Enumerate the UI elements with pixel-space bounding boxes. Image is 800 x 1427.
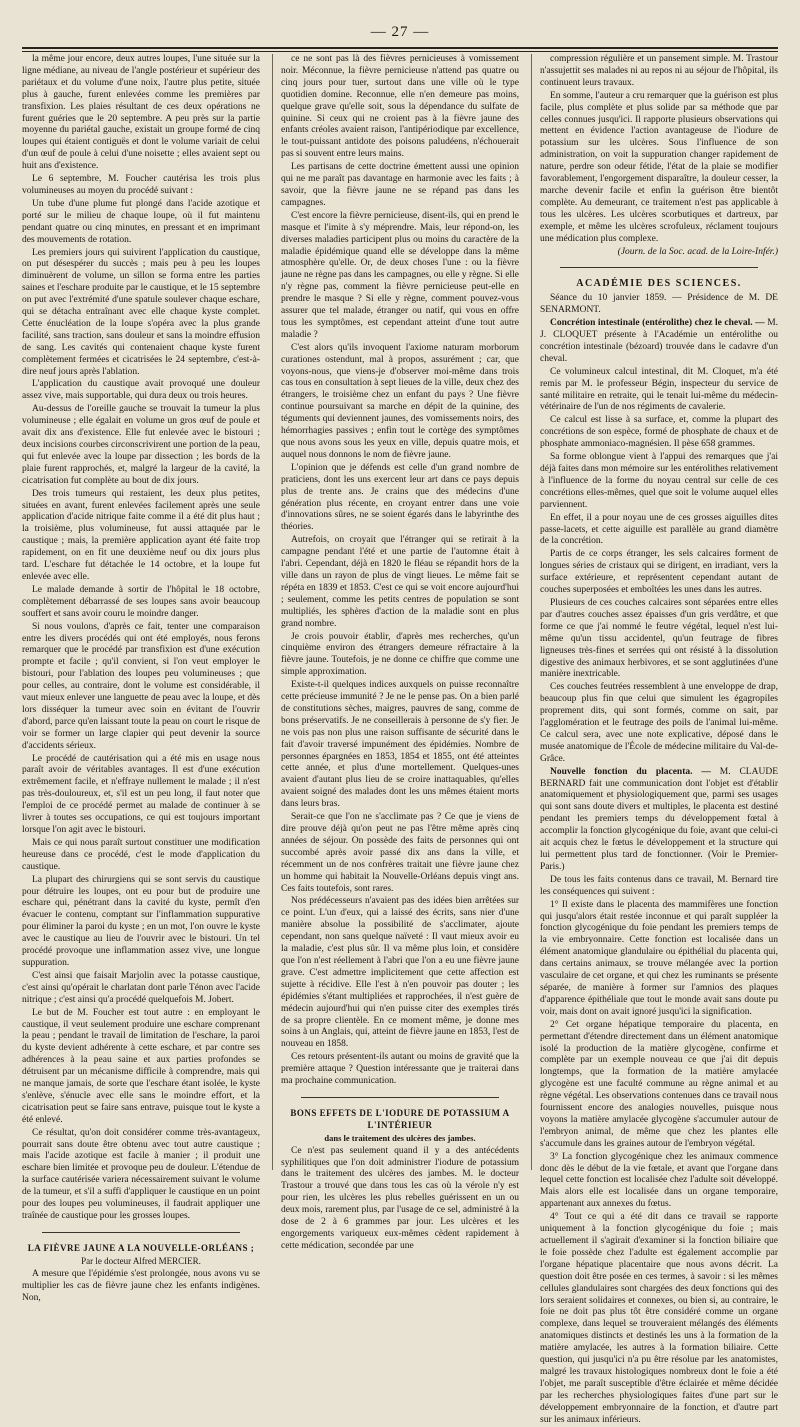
paragraph-leadin: Concrétion intestinale (entérolithe) chez le cheval. —	[550, 318, 765, 329]
paragraph: Serait-ce que l'on ne s'acclimate pas ? Ce que je viens de dire prouve déjà qu'on peut ne pas l'être même après cinq années de séjour. On possède des faits de personnes qui ont succombé après avoir passé dix ans dans la ville, et récemment un de nos confrères traitait une fièvre jaune chez un homme qui habitait la Nouvelle-Orléans depuis vingt ans. Ces faits toutefois, sont rares.	[281, 812, 519, 894]
article-title: LA FIÈVRE JAUNE A LA NOUVELLE-ORLÉANS ;	[27, 1242, 255, 1253]
paragraph: Ce n'est pas seulement quand il y a des antécédents syphilitiques que l'on doit administrer l'iodure de potassium dans le traitement des ulcères des jambes. M. le docteur Trastour a trouvé que dans tous les cas où la vérole n'y est pour rien, les ulcères les plus rebelles guérissent en un ou deux mois, rarement plus, par l'usage de ce sel, administré à la dose de 2 à 6 grammes par jour. Les ulcères et les engorgements variqueux eux-mêmes cèdent rapidement à cette médication, secondée par une	[281, 1145, 519, 1251]
article-byline: Par le docteur Alfred MERCIER.	[81, 1255, 201, 1266]
paragraph: 1° Il existe dans le placenta des mammifères une fonction qui jusqu'alors était restée inconnue et qui paraît suppléer la fonction glycogénique du foie pendant les premiers temps de la vie embryonnaire. Cette fonction est localisée dans un élément anatomique glandulaire ou épithélial du placenta qui, dans certains animaux, se trouve mélangée avec la portion vasculaire de cet organe, et qui chez les ruminants se présente séparée, de manière à former sur l'amnios des plaques d'apparence épithéliale que tout le monde avait sans doute pu voir, mais dont on avait ignoré jusqu'ici la signification.	[540, 899, 778, 1017]
paragraph: 2° Cet organe hépatique temporaire du placenta, en permettant d'étendre directement dans un élément anatomique isolé la production de la matière glycogène, confirme et complète par un exemple nouveau ce que j'ai dit depuis longtemps, que la formation de la matière amylacée glycogène est une faculté commune au règne animal et au règne végétal. Les observations contenues dans ce travail nous fournissent encore des analogies nouvelles, puisque nous voyons la matière amylacée glycogène s'accumuler autour de l'embryon animal, de même que chez les plantes elle s'accumule dans les graines autour de l'embryon végétal.	[540, 1019, 778, 1149]
column-2	[272, 54, 519, 1251]
paragraph: Ces couches feutrées ressemblent à une enveloppe de drap, beaucoup plus fin que celui que simulent les égagropiles proprement dits, qui sont formés, comme on sait, par l'agglomération et le feutrage des poils de l'animal lui-même. Ce calcul sera, avec une note explicative, déposé dans le musée anatomique de l'École de médecine militaire du Val-de-Grâce.	[540, 682, 778, 764]
paragraph: 3° La fonction glycogénique chez les animaux commence donc dès le début de la vie fœtale, et avant que l'organe dans lequel cette fonction est localisée chez l'adulte soit développé. Mais alors elle est localisée dans un organe temporaire, appartenant aux annexes du fœtus.	[540, 1151, 778, 1210]
paragraph: Autrefois, on croyait que l'étranger qui se retirait à la campagne pendant l'été et une partie de l'automne était à l'abri. Cependant, déjà en 1820 le fléau se répandit hors de la ville dans un rayon de plus de vingt lieues. Le même fait se répéta en 1839 et 1853. C'est ce qui se voit encore aujourd'hui ; seulement, comme les petits centres de population se sont multipliés, les sphères d'action de la maladie sont en plus grand nombre.	[281, 535, 519, 629]
session-line: Séance du 10 janvier 1859. — Présidence de M. DE SENARMONT.	[540, 293, 778, 316]
article-subtitle: dans le traitement des ulcères des jambes.	[324, 1132, 476, 1143]
column-3	[531, 54, 779, 1425]
paragraph: La plupart des chirurgiens qui se sont servis du caustique pour détruire les loupes, ont eu pour but de produire une eschare qui, pénétrant dans la cavité du kyste, permît d'en évacuer le contenu, comptant sur l'inflammation suppurative pour éliminer la paroi du kyste ; en un mot, l'on ouvre le kyste avec le caustique au lieu de l'ouvrir avec le bistouri. Un tel procédé provoque une inflammation assez vive, une longue suppuration.	[22, 874, 260, 968]
paragraph: Ce résultat, qu'on doit considérer comme très-avantageux, pourrait sans doute être obtenu avec tout autre caustique ; mais l'acide azotique est facile à manier ; il produit une eschare bien limitée et provoque peu de douleur. L'étendue de la surface cautérisée variera nécessairement suivant le volume de la tumeur, et s'il a suffi d'appliquer le caustique en un point pour des loupes peu volumineuses, il faudrait appliquer une traînée de caustique pour les grosses loupes.	[22, 1127, 260, 1221]
paragraph-text: M. J. CLOQUET présente à l'Académie un entérolithe ou concrétion intestinale (bézoard) trouvée dans le cadavre d'un cheval.	[540, 318, 779, 364]
paragraph: 4° Tout ce qui a été dit dans ce travail se rapporte uniquement à la fonction glycogénique du foie ; mais actuellement il s'agirait d'examiner si la fonction biliaire que le foie possède chez l'adulte est également accomplie par l'organe hépatique placentaire que nous avons décrit. La question doit être posée en ces termes, à savoir : si les mêmes cellules glandulaires sont chargées des deux fonctions qui des lors seraient solidaires et connexes, ou bien si, au contraire, le foie ne doit pas plus tôt être considéré comme un organe complexe, dans lequel se trouveraient mélangés des éléments anatomiques distincts et destinés les uns à la formation de la matière amylacée, les autres à la formation biliaire. Cette question, qui jusqu'ici n'a pu être résolue par les anatomistes, malgré les travaux histologiques nombreux dont le foie a été l'objet, me paraît susceptible d'être éclairée et même décidée par les recherches physiologiques faites d'une part sur le développement embryonnaire de la fonction, et d'autre part sur les animaux inférieurs.	[540, 1212, 778, 1425]
paragraph: Existe-t-il quelques indices auxquels on puisse reconnaître cette précieuse immunité ? Je ne le pense pas. On a bien parlé de constitutions sèches, maigres, pauvres de sang, comme de bons préservatifs. Je ne conseillerais à personne de s'y fier. Je ne vois pas non plus une raison suffisante de sécurité dans le fait d'avoir traversé impunément des épidémies. Nombre de personnes épargnées en 1853, 1854 et 1855, ont été atteintes cette année, et plus d'une mortellement. Quelques-unes avaient d'autant plus lieu de se croire inattaquables, qu'elles avaient soigné des malades dont les uns mêmes étaient morts dans leurs bras.	[281, 680, 519, 810]
paragraph: ce ne sont pas là des fièvres pernicieuses à vomissement noir. Méconnue, la fièvre pernicieuse n'attend pas quatre ou cinq jours pour tuer, surtout dans une ville où le type quotidien domine. Reconnue, elle n'en demeure pas moins, quelque grave qu'elle soit, sous la dépendance du sulfate de quinine. Si ceux qui ne croient pas à la fièvre jaune des enfants créoles avaient raison, l'antipériodique par excellence, le tout-puissant antidote des poisons paludéens, n'échouerait pas si souvent entre leurs mains.	[281, 54, 519, 160]
article-title: BONS EFFETS DE L'IODURE DE POTASSIUM A L'INTÉRIEUR	[290, 1107, 510, 1130]
paragraph: Le but de M. Foucher est tout autre : en employant le caustique, il veut seulement produire une eschare comprenant la peau ; pendant le travail de limitation de l'eschare, la paroi du kyste devient adhérente à cette eschare, et par contre ses adhérences à la peau saine et aux parties profondes se détruisent par un mécanisme difficile à comprendre, mais qui ne manque jamais, de sorte que l'eschare étant isolée, le kyste s'enlève, s'énucle avec elle sans le moindre effort, et la cicatrisation peut se faire sans entrave, puisque tout le kyste a été enlevé.	[22, 1007, 260, 1125]
page-header	[22, 20, 778, 54]
paragraph: Le 6 septembre, M. Foucher cautérisa les trois plus volumineuses au moyen du procédé suivant :	[22, 174, 260, 196]
paragraph: Au-dessus de l'oreille gauche se trouvait la tumeur la plus volumineuse ; elle égalait en volume un gros œuf de poule et avait dix ans d'existence. Elle fut enlevée avec le bistouri ; deux incisions courbes circonscrivirent une portion de la peau, qui fut enlevée avec la loupe par dissection ; les bords de la plaie furent rapprochés, et, malgré la largeur de la cavité, la cicatrisation fut complète au bout de dix jours.	[22, 404, 260, 486]
paragraph: Les partisans de cette doctrine émettent aussi une opinion qui ne me paraît pas davantage en harmonie avec les faits ; à savoir, que la fièvre jaune ne se répand pas dans les campagnes.	[281, 162, 519, 208]
paragraph	[540, 318, 778, 366]
paragraph: Le procédé de cautérisation qui a été mis en usage nous paraît avoir de véritables avantages. Il est d'une exécution extrêmement facile, et n'effraye nullement le malade ; il n'est pas très-douloureux, et, s'il est un peu long, il faut noter que l'emploi de ce procédé permet au malade de continuer à se livrer à toutes ses occupations, ce qui est toujours important lorsque l'on agit avec le bistouri.	[22, 753, 260, 835]
paragraph: C'est alors qu'ils invoquent l'axiome naturam morborum curationes ostendunt, mal à propos, assurément ; car, que voyons-nous, que viens-je d'observer moi-même dans trois cas tous en consultation à sept lieues de la ville, deux chez des étrangers, le troisième chez un enfant du pays ? Une fièvre continue poursuivant sa marche en dépit de la quinine, des téguments qui deviennent jaunes, des vomissements noirs, des hémorrhagies passives ; enfin tout le cortège des symptômes que nous avons sous les yeux en ville, depuis quatre mois, et auquel nous donnons le nom de fièvre jaune.	[281, 342, 519, 460]
paragraph: la même jour encore, deux autres loupes, l'une située sur la ligne médiane, au niveau de l'angle postérieur et supérieur des pariétaux et du volume d'une noix, l'autre plus petite, située plus à gauche, furent enlevées comme les premières par transfixion. Les plaies résultant de ces deux opérations ne furent guéries que le 20 septembre. A peu près sur la partie moyenne du pariétal gauche, existait un groupe formé de cinq loupes qui étaient contiguës et dont le volume variait de celui d'un œuf de poule à celui d'une noisette ; elles avaient sept ou huit ans d'existence.	[22, 54, 260, 172]
header-rule	[22, 47, 778, 49]
column-1	[22, 54, 260, 1303]
section-heading: ACADÉMIE DES SCIENCES.	[576, 278, 742, 290]
paragraph: En effet, il a pour noyau une de ces grosses aiguilles dites passe-lacets, et cette aiguille est parallèle au grand diamètre de la concrétion.	[540, 512, 778, 547]
paragraph: Sa forme oblongue vient à l'appui des remarques que j'ai déjà faites dans mon mémoire sur les entérolithes relativement à l'influence de la forme du noyau central sur celle de ces concrétions elles-mêmes, quel que soit le volume auquel elles parviennent.	[540, 452, 778, 510]
paragraph: Mais ce qui nous paraît surtout constituer une modification heureuse dans ce procédé, c'est le mode d'application du caustique.	[22, 837, 260, 872]
article-columns	[22, 54, 779, 1425]
paragraph-leadin: Nouvelle fonction du placenta. —	[550, 766, 711, 777]
paragraph: Le malade demande à sortir de l'hôpital le 18 octobre, complètement débarrassé de ses loupes sans avoir beaucoup souffert et sans avoir couru le moindre danger.	[22, 584, 260, 619]
paragraph: Partis de ce corps étranger, les sels calcaires forment de longues séries de cristaux qui se dirigent, en irradiant, vers la surface extérieure, et représentent cependant autant de couches superposées et emboîtées les unes dans les autres.	[540, 549, 778, 596]
paragraph: Je crois pouvoir établir, d'après mes recherches, qu'un cinquième environ des étrangers demeure réfractaire à la fièvre jaune. Toutefois, je ne donne ce chiffre que comme une simple approximation.	[281, 631, 519, 678]
paragraph: De tous les faits contenus dans ce travail, M. Bernard tire les conséquences qui suivent :	[540, 874, 778, 897]
paragraph: Nos prédécesseurs n'avaient pas des idées bien arrêtées sur ce point. L'un d'eux, qui a laissé des écrits, sans nier d'une manière absolue la possibilité de s'acclimater, ajoute cependant, non sans quelque naïveté : Il vaut mieux avoir eu la maladie, c'est plus sûr. Il va même plus loin, et considère que l'on n'est réellement à l'abri que l'on a eu une fièvre jaune grave. C'est admettre implicitement que cette affection est sujette à récidive. Elle l'est à n'en pouvoir pas douter ; les épidémies s'étant multipliées et rapprochées, il n'est guère de médecin aujourd'hui qui n'en puisse citer des exemples tirés de sa propre clientèle. En ce moment même, je donne mes soins à un Anglais, qui, atteint de fièvre jaune en 1853, l'est de nouveau en 1858.	[281, 896, 519, 1050]
paragraph: Des trois tumeurs qui restaient, les deux plus petites, situées en avant, furent enlevées facilement après une seule application d'acide nitrique faite comme il a été dit plus haut ; la troisième, plus volumineuse, fut aussi attaquée par le caustique ; mais, la première application ayant été faite trop rapidement, on en fit une deuxième neuf ou dix jours plus tard. L'eschare fut détachée le 14 octobre, et la loupe fut enlevée avec elle.	[22, 488, 260, 582]
paragraph: En somme, l'auteur a cru remarquer que la guérison est plus facile, plus complète et plus solide par sa méthode que par celles connues jusqu'ici. Il rapporte plusieurs observations qui mettent en évidence l'action avantageuse de l'iodure de potassium sur les ulcères. Sous l'influence de son administration, on voit la suppuration changer rapidement de nature, perdre son odeur fétide, l'état de la plaie se modifier favorablement, l'engorgement disparaître, la douleur cesser, la marche devenir facile et enfin la guérison être bientôt complète. Au demeurant, ce traitement n'est pas applicable à tous les ulcères. Les ulcères scorbutiques et dartreux, par exemple, et même les ulcères scrofuleux, réclament toujours une médication plus complexe.	[540, 90, 778, 244]
ornament-divider	[560, 264, 758, 272]
paragraph: Si nous voulons, d'après ce fait, tenter une comparaison entre les divers procédés qui ont été employés, nous ferons remarquer que le procédé par transfixion est d'une exécution prompte et facile ; qu'il convient, si l'on veut employer le bistouri, pour l'ablation des loupes peu volumineuses ; que pour celles, au contraire, dont le volume est considérable, il vaut mieux enlever une languette de peau avec la loupe, et dès lors disséquer la tumeur avec soin en évitant de l'ouvrir d'abord, parce qu'en laissant toute la peau on court le risque de voir se former un large clapier qui peut devenir la source d'accidents sérieux.	[22, 621, 260, 751]
paragraph: Ce volumineux calcul intestinal, dit M. Cloquet, m'a été remis par M. le professeur Bégin, inspecteur du service de santé militaire en retraite, qui le tenait lui-même du médecin-vétérinaire de l'un de nos régiments de cavalerie.	[540, 366, 778, 413]
paragraph: L'opinion que je défends est celle d'un grand nombre de praticiens, dont les uns exercent leur art dans ce pays depuis plus de trente ans. Je crains que des médecins d'une génération plus récente, en croyant entrer dans une voie d'innovations sûres, ne se soient égarés dans le labyrinthe des théories.	[281, 462, 519, 533]
paragraph: L'application du caustique avait provoqué une douleur assez vive, mais supportable, qui dura deux ou trois heures.	[22, 379, 260, 402]
paragraph-text: M. CLAUDE BERNARD fait une communication dont l'objet est d'établir anatomiquement et physiologiquement que, parmi ses usages qui sont sans doute divers et multiples, le placenta est destiné pendant les premiers temps du développement fœtal à accomplir la fonction glycogénique du foie, avant que celui-ci ait acquis chez le fœtus le développement et la structure qui lui permettent plus tard de fonctionner. (Voir le Premier-Paris.)	[540, 766, 778, 872]
source-citation: (Journ. de la Soc. acad. de la Loire-Infér.)	[617, 246, 778, 257]
paragraph: compression régulière et un pansement simple. M. Trastour n'assujettit ses malades ni au repos ni au séjour de l'hôpital, ils continuent leurs travaux.	[540, 54, 778, 88]
paragraph: Plusieurs de ces couches calcaires sont séparées entre elles par d'autres couches assez épaisses d'un gris verdâtre, et que forme ce que j'ai nommé le feutre végétal, lequel n'est lui-même qu'un tissu accidentel, qu'un feutrage de fibres ligneuses très-fines et serrées qui ont résisté à la dissolution digestive des animaux herbivores, et se sont agglutinées d'une manière inextricable.	[540, 597, 778, 680]
paragraph: C'est ainsi que faisait Marjolin avec la potasse caustique, c'est ainsi qu'opérait le charlatan dont parle Ténon avec l'acide nitrique ; c'est ainsi qu'a procédé quelquefois M. Jobert.	[22, 970, 260, 1005]
paragraph: C'est encore la fièvre pernicieuse, disent-ils, qui en prend le masque et l'imite à s'y méprendre. Mais, leur répond-on, les diverses maladies participent plus ou moins du caractère de la maladie épidémique quand elle se développe dans la même atmosphère qu'elle. Or, de deux choses l'une : ou la fièvre jaune ne règne pas dans les campagnes, ou elle y règne. Si elle n'y règne pas, comment la fièvre pernicieuse peut-elle en prendre le masque ? Si elle y règne, comment pouvez-vous assurer que tel malade, étranger ou natif, qui vous en offre tous les symptômes, est cependant atteint d'une tout autre maladie ?	[281, 210, 519, 340]
paragraph: Un tube d'une plume fut plongé dans l'acide azotique et porté sur le milieu de chaque loupe, où il fut maintenu pendant quatre ou cinq minutes, en pressant et en imprimant des mouvements de rotation.	[22, 198, 260, 245]
ornament-divider	[301, 1094, 499, 1102]
page-number: — 27 —	[370, 24, 430, 40]
paragraph: A mesure que l'épidémie s'est prolongée, nous avons vu se multiplier les cas de fièvre jaune chez les enfants indigènes. Non,	[22, 1268, 260, 1303]
ornament-divider	[42, 1229, 240, 1237]
paragraph: Ces retours présentent-ils autant ou moins de gravité que la première attaque ? Question intéressante que je traiterai dans ma prochaine communication.	[281, 1052, 519, 1087]
paragraph: Ce calcul est lisse à sa surface, et, comme la plupart des concrétions de son espèce, formé de phosphate de chaux et de phosphate ammoniaco-magnésien. Il pèse 658 grammes.	[540, 415, 778, 450]
paragraph	[540, 767, 778, 874]
paragraph: Les premiers jours qui suivirent l'application du caustique, on put désespérer du succès ; mais peu à peu les loupes diminuèrent de volume, un sillon se forma entre les parties saines et l'eschare produite par le caustique, et le 15 septembre on put avec l'extrémité d'une spatule soulever chaque eschare, qui se détacha entraînant avec elle chaque kyste complet. Cette énucléation de la loupe s'opéra avec la plus grande facilité, sans traction, sans douleur et sans la moindre effusion de sang. Les cavités qui contenaient chaque kyste furent complètement fermées et cicatrisées le 24 septembre, c'est-à-dire neuf jours après l'ablation.	[22, 247, 260, 377]
